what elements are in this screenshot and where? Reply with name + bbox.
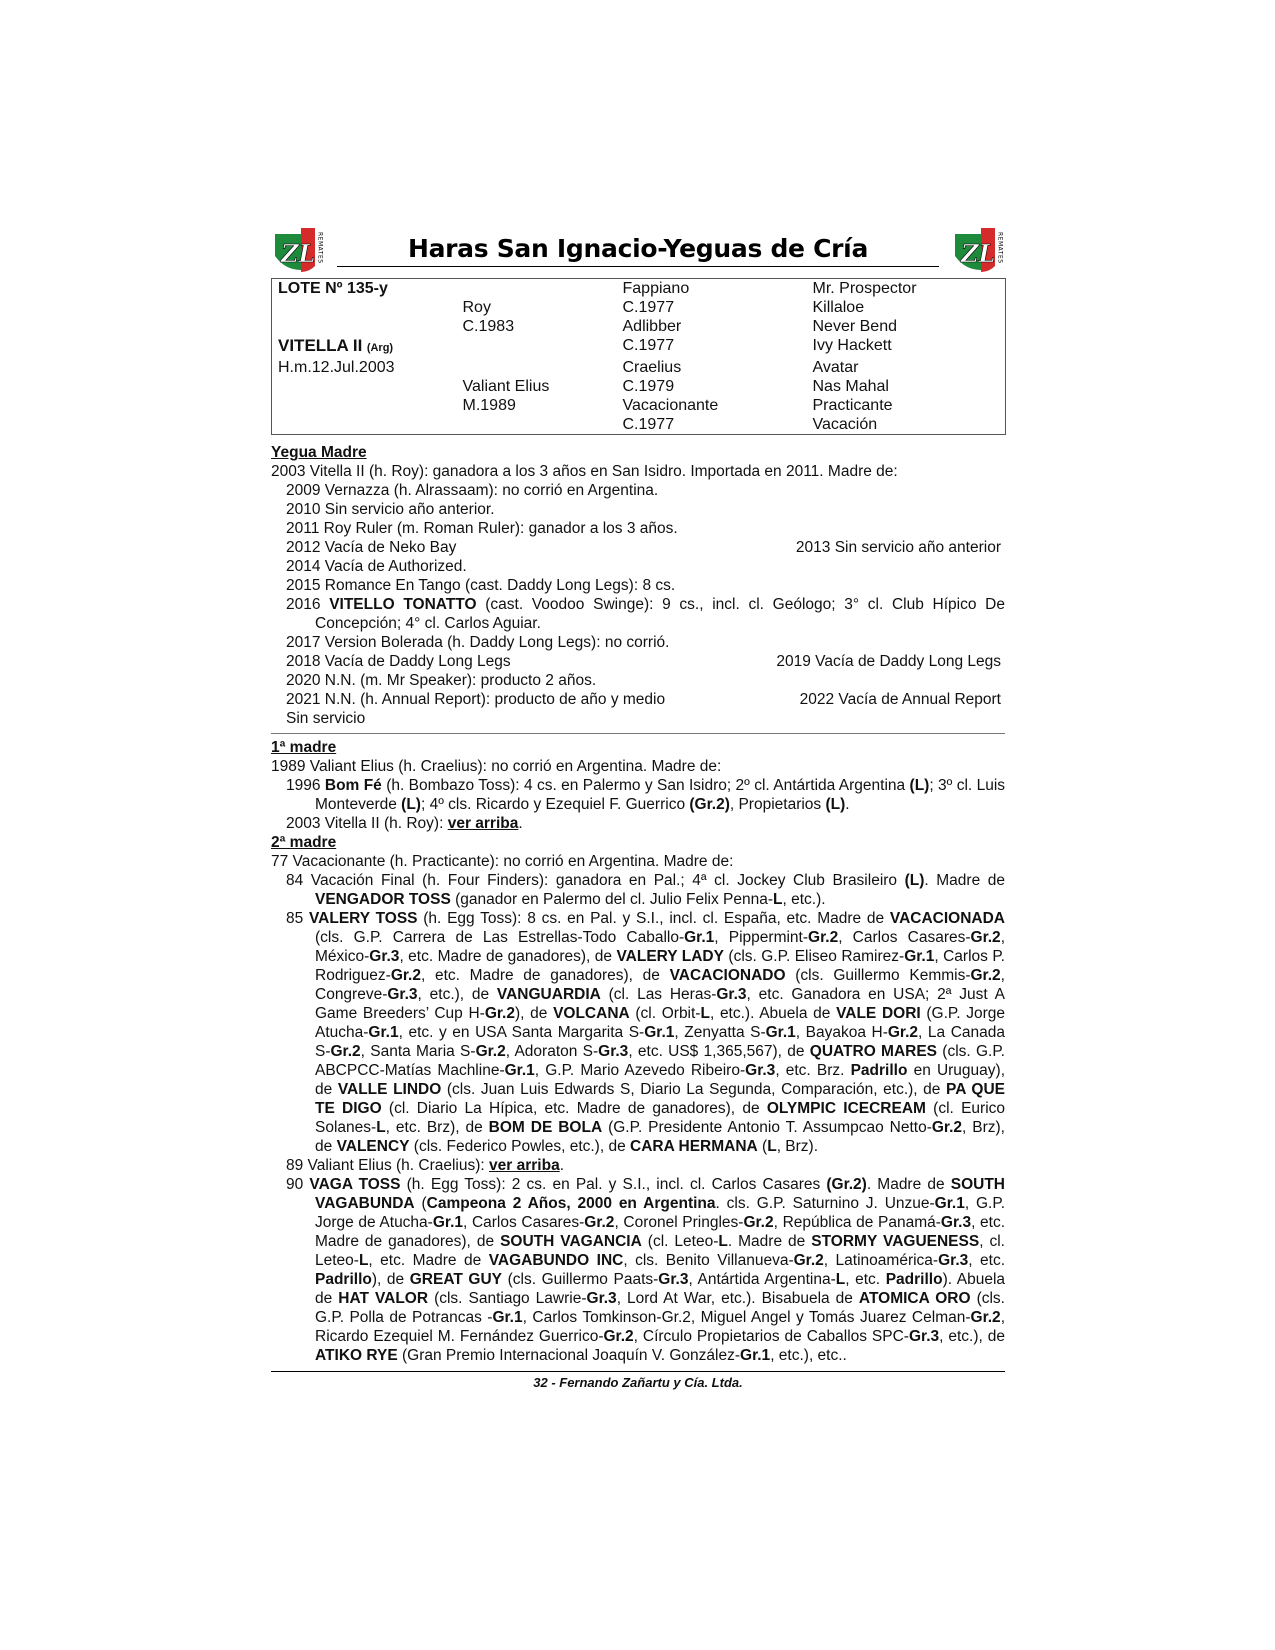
bold-run: STORMY VAGUENESS <box>811 1233 980 1250</box>
produce-line: 89 Valiant Elius (h. Craelius): ver arriba. <box>286 1157 565 1174</box>
bold-run: Gr.1 <box>684 929 715 946</box>
svg-text:ZL: ZL <box>961 239 996 268</box>
gen4-name: Avatar <box>812 359 859 376</box>
bold-run: Gr.1 <box>504 1062 535 1079</box>
bold-run: VALENCY <box>336 1138 410 1155</box>
section-heading: 1ª madre <box>271 739 337 756</box>
zl-remates-logo-left <box>271 226 325 274</box>
bold-run: Gr.1 <box>644 1024 675 1041</box>
bold-run: L <box>700 1005 710 1022</box>
text-run: (G.P. Jorge Atucha- <box>315 1005 1006 1041</box>
bold-run: L <box>835 1271 846 1288</box>
bold-run: Gr.2 <box>390 967 421 984</box>
bold-run: Gr.3 <box>658 1271 689 1288</box>
bold-run: Gr.2 <box>808 929 839 946</box>
bold-run: BOM DE BOLA <box>488 1119 603 1136</box>
text-run: , etc.), etc.. <box>770 1347 847 1364</box>
section-divider <box>271 733 1005 734</box>
text-run: , etc.), de <box>939 1328 1005 1345</box>
produce-line: 2021 N.N. (h. Annual Report): producto de año y medio 2022 Vacía de Annual Report <box>286 691 1001 708</box>
gen3-name: Adlibber <box>622 318 682 335</box>
text-run: , Carlos Casares- <box>463 1214 585 1231</box>
gen3-info: C.1977 <box>622 299 675 316</box>
text-run: , etc. Brz. <box>775 1062 851 1079</box>
bold-run: L <box>358 1252 369 1269</box>
bold-run: VALLE LINDO <box>337 1081 442 1098</box>
text-run: , G.P. Mario Azevedo Ribeiro- <box>534 1062 746 1079</box>
bold-run: Gr.2 <box>330 1043 361 1060</box>
gen3-name: Craelius <box>622 359 682 376</box>
text-run: (cls. Guillermo Paats- <box>502 1271 659 1288</box>
bold-run: Gr.2 <box>970 1309 1001 1326</box>
text-run: , Adoraton S- <box>505 1043 599 1060</box>
pedigree-table <box>271 278 1006 435</box>
bold-run: Gr.2 <box>970 967 1001 984</box>
text-run: , etc. y en USA Santa Margarita S- <box>398 1024 645 1041</box>
dam-intro: 1989 Valiant Elius (h. Craelius): no corrió en Argentina. Madre de: <box>271 758 722 775</box>
gen3-name: Vacacionante <box>622 397 719 414</box>
bold-run: Gr.1 <box>904 948 935 965</box>
text-run: , cls. Benito Villanueva- <box>623 1252 794 1269</box>
bold-run: VAGA TOSS <box>309 1176 401 1193</box>
gen4-name: Vacación <box>812 416 878 433</box>
bold-run: VALERY LADY <box>616 948 724 965</box>
bold-run: CARA HERMANA <box>630 1138 758 1155</box>
bold-run: VAGABUNDO INC <box>488 1252 624 1269</box>
text-run: , Lord At War, etc.). Bisabuela de <box>616 1290 859 1307</box>
bold-run: VACACIONADA <box>889 910 1005 927</box>
text-run: 85 <box>286 910 309 927</box>
produce-line: 2009 Vernazza (h. Alrassaam): no corrió en Argentina. <box>286 482 659 499</box>
bold-run: Gr.1 <box>765 1024 796 1041</box>
gen4-name: Killaloe <box>812 299 865 316</box>
horse-name: VITELLA II <box>278 336 363 355</box>
produce-line: 2018 Vacía de Daddy Long Legs 2019 Vacía de Daddy Long Legs <box>286 653 1001 670</box>
text-run: (cl. Orbit- <box>629 1005 701 1022</box>
catalog-page <box>271 226 1005 1390</box>
text-run: , G.P. Jorge de Atucha- <box>315 1195 1006 1231</box>
bold-run: HAT VALOR <box>338 1290 429 1307</box>
text-run: (G.P. Presidente Antonio T. Assumpcao Netto- <box>602 1119 932 1136</box>
produce-line: 84 Vacación Final (h. Four Finders): ganadora en Pal.; 4ª cl. Jockey Club Brasileiro (L). Madre de VENGADOR TOSS (ganador en Palermo del cl. Julio Felix Penna-L, etc.). <box>286 872 1005 908</box>
text-run: (cl. Diario La Hípica, etc. Madre de ganadores), de <box>381 1100 767 1117</box>
text-run: , etc.). Abuela de <box>709 1005 837 1022</box>
text-run: , Brz), de <box>315 1119 1005 1155</box>
bold-run: QUATRO MARES <box>809 1043 938 1060</box>
lote-number: LOTE Nº 135-y <box>278 280 388 297</box>
bold-run: Gr.1 <box>934 1195 965 1212</box>
bold-run: Gr.1 <box>432 1214 464 1231</box>
bold-run: Gr.3 <box>908 1328 940 1345</box>
dam-intro: 2003 Vitella II (h. Roy): ganadora a los 3 años en San Isidro. Importada en 2011. Madre de: <box>271 463 898 480</box>
text-run: (cl. Leteo- <box>641 1233 719 1250</box>
text-run: , Coronel Pringles- <box>614 1214 744 1231</box>
bold-run: VANGUARDIA <box>496 986 601 1003</box>
primera-madre-section <box>271 738 1005 833</box>
produce-line: 2012 Vacía de Neko Bay 2013 Sin servicio año anterior <box>286 539 1001 556</box>
produce-line: 1996 Bom Fé (h. Bombazo Toss): 4 cs. en Palermo y San Isidro; 2º cl. Antártida Argentina (L); 3º cl. Luis Monteverde (L); 4º cls. Ricardo y Ezequiel F. Guerrico (Gr.2), Propietarios (L). <box>286 777 1006 813</box>
text-run: , Santa Maria S- <box>360 1043 476 1060</box>
text-run: , Latinoamérica- <box>823 1252 939 1269</box>
bold-run: Gr.2 <box>970 929 1001 946</box>
bold-run: Campeona 2 Años, 2000 en Argentina <box>426 1195 716 1212</box>
bold-run: Gr.3 <box>387 986 418 1003</box>
text-run: ( <box>414 1195 427 1212</box>
bold-run: SOUTH VAGANCIA <box>500 1233 642 1250</box>
gen3-info: C.1977 <box>622 416 675 433</box>
text-run: (h. Egg Toss): 2 cs. en Pal. y S.I., incl. cl. Carlos Casares <box>400 1176 827 1193</box>
bold-run: Gr.1 <box>368 1024 399 1041</box>
text-run: (cl. Las Heras- <box>600 986 717 1003</box>
text-run: (cls. G.P. Eliseo Ramirez- <box>723 948 905 965</box>
bold-run: Padrillo <box>885 1271 943 1288</box>
gen3-info: C.1979 <box>622 378 675 395</box>
bold-run: Gr.2 <box>887 1024 919 1041</box>
sire-name: Roy <box>462 299 491 316</box>
gen4-name: Nas Mahal <box>812 378 889 395</box>
svg-text:REMATES: REMATES <box>316 232 324 264</box>
text-run: , etc. Brz), de <box>385 1119 489 1136</box>
segunda-madre-section <box>271 833 1005 1365</box>
dam-intro: 77 Vacacionante (h. Practicante): no corrió en Argentina. Madre de: <box>271 853 734 870</box>
text-run: , cl. Leteo- <box>315 1233 1005 1269</box>
bold-run: SOUTH VAGABUNDA <box>315 1176 1005 1212</box>
gen4-name: Ivy Hackett <box>812 337 892 354</box>
produce-line: 2017 Version Bolerada (h. Daddy Long Legs): no corrió. <box>286 634 670 651</box>
text-run: (cls. G.P. ABCPCC-Matías Machline- <box>315 1043 1005 1079</box>
bold-run: Gr.3 <box>586 1290 617 1307</box>
text-run: (cls. G.P. Carrera de Las Estrellas-Todo Caballo- <box>315 929 685 946</box>
text-run: ), de <box>371 1271 410 1288</box>
text-run: (Gran Premio Internacional Joaquín V. González- <box>397 1347 741 1364</box>
yegua-madre-section <box>271 443 1005 728</box>
produce-line: 2014 Vacía de Authorized. <box>286 558 467 575</box>
text-run: ), de <box>514 1005 554 1022</box>
produce-line: 2003 Vitella II (h. Roy): ver arriba. <box>286 815 523 832</box>
text-run: ). Abuela de <box>315 1271 1006 1307</box>
bold-run: Gr.2 <box>793 1252 824 1269</box>
produce-line: 2010 Sin servicio año anterior. <box>286 501 495 518</box>
bold-run: Gr.3 <box>745 1062 776 1079</box>
text-run: (cls. Federico Powles, etc.), de <box>409 1138 631 1155</box>
produce-line: 2011 Roy Ruler (m. Roman Ruler): ganador a los 3 años. <box>286 520 678 537</box>
bold-run: Gr.2 <box>584 1214 615 1231</box>
text-run: , etc. <box>968 1252 1006 1269</box>
ver-arriba-link: ver arriba <box>489 1157 560 1174</box>
bold-run: VOLCANA <box>553 1005 630 1022</box>
text-run: 90 <box>286 1176 310 1193</box>
text-run: , Círculo Propietarios de Caballos SPC- <box>633 1328 909 1345</box>
horse-country: (Arg) <box>366 342 394 354</box>
bold-run: Gr.1 <box>492 1309 523 1326</box>
produce-line: 2020 N.N. (m. Mr Speaker): producto 2 años. <box>286 672 597 689</box>
dam-name: Valiant Elius <box>462 378 550 395</box>
text-run: , Antártida Argentina- <box>688 1271 836 1288</box>
text-run: , Bayakoa H- <box>795 1024 888 1041</box>
bold-run: L <box>718 1233 728 1250</box>
text-run: . Madre de <box>866 1176 951 1193</box>
sire-info: C.1983 <box>462 318 515 335</box>
bold-run: Gr.3 <box>938 1252 969 1269</box>
produce-line <box>271 1175 1005 1365</box>
bold-run: ATOMICA ORO <box>858 1290 971 1307</box>
bold-run: VALERY TOSS <box>308 910 418 927</box>
gen3-name: Fappiano <box>622 280 690 297</box>
text-run: . cls. G.P. Saturnino J. Unzue- <box>715 1195 935 1212</box>
ver-arriba-link: ver arriba <box>447 815 519 832</box>
text-run: , La Canada S- <box>315 1024 1005 1060</box>
text-run: , etc. Madre de <box>368 1252 489 1269</box>
bold-run: VACACIONADO <box>669 967 786 984</box>
bold-run: Gr.3 <box>369 948 400 965</box>
text-run: (cl. Eurico Solanes- <box>315 1100 1006 1136</box>
gen4-name: Practicante <box>812 397 893 414</box>
text-run: , Ricardo Ezequiel M. Fernández Guerrico- <box>315 1309 1005 1345</box>
bold-run: Gr.3 <box>940 1214 972 1231</box>
bold-run: Padrillo <box>315 1271 372 1288</box>
footer-divider <box>271 1371 1005 1372</box>
bold-run: Gr.3 <box>716 986 747 1003</box>
svg-text:REMATES: REMATES <box>996 232 1004 264</box>
bold-run: VALE DORI <box>836 1005 921 1022</box>
text-run: , Brz). <box>776 1138 819 1155</box>
text-run: , Carlos Casares- <box>838 929 971 946</box>
bold-run: Gr.2 <box>475 1043 506 1060</box>
zl-remates-logo-right <box>951 226 1005 274</box>
text-run: , Carlos P. Rodriguez- <box>315 948 1005 984</box>
bold-run: Gr.3 <box>598 1043 629 1060</box>
text-run: en Uruguay), de <box>315 1062 1006 1098</box>
bold-run: Padrillo <box>850 1062 908 1079</box>
text-run: , Zenyatta S- <box>674 1024 766 1041</box>
text-run: , etc. US$ 1,365,567), de <box>628 1043 810 1060</box>
bold-run: Gr.2 <box>743 1214 774 1231</box>
text-run: , etc. Madre de ganadores), de <box>399 948 617 965</box>
bold-run: Gr.2 <box>603 1328 634 1345</box>
horse-info: H.m.12.Jul.2003 <box>278 359 395 376</box>
text-run: (cls. Guillermo Kemmis- <box>785 967 971 984</box>
produce-line: 2015 Romance En Tango (cast. Daddy Long Legs): 8 cs. <box>286 577 676 594</box>
bold-run: PA QUE TE DIGO <box>315 1081 1005 1117</box>
bold-run: (Gr.2) <box>826 1176 867 1193</box>
section-heading: 2ª madre <box>271 834 337 851</box>
bold-run: Gr.1 <box>740 1347 771 1364</box>
text-run: , etc. Ganadora en USA; 2ª Just A Game Breeders’ Cup H- <box>315 986 1005 1022</box>
text-run: . Madre de <box>727 1233 812 1250</box>
bold-run: Gr.2 <box>931 1119 963 1136</box>
page-title: Haras San Ignacio-Yeguas de Cría <box>337 234 939 267</box>
gen4-name: Mr. Prospector <box>812 280 917 297</box>
text-run: , México- <box>315 929 1005 965</box>
bold-run: GREAT GUY <box>409 1271 503 1288</box>
text-run: ( <box>757 1138 768 1155</box>
text-run: , Pippermint- <box>714 929 809 946</box>
page-footer: 32 - Fernando Zañartu y Cía. Ltda. <box>533 1375 743 1390</box>
bold-run: Gr.2 <box>484 1005 515 1022</box>
bold-run: ATIKO RYE <box>315 1347 398 1364</box>
section-heading: Yegua Madre <box>271 444 367 461</box>
text-run: , etc. Madre de ganadores), de <box>315 1214 1005 1250</box>
text-run: , etc.), de <box>417 986 497 1003</box>
svg-text:ZL: ZL <box>281 239 316 268</box>
text-run: , etc. Madre de ganadores), de <box>420 967 670 984</box>
dam-info: M.1989 <box>462 397 516 414</box>
produce-line <box>271 909 1005 1156</box>
bold-run: OLYMPIC ICECREAM <box>766 1100 926 1117</box>
text-run: (cls. Juan Luis Edwards S, Diario La Segunda, Comparación, etc.), de <box>441 1081 947 1098</box>
produce-line: Sin servicio <box>286 710 366 727</box>
text-run: , República de Panamá- <box>773 1214 941 1231</box>
produce-line: 2016 VITELLO TONATTO (cast. Voodoo Swinge): 9 cs., incl. cl. Geólogo; 3° cl. Club Hípico De Concepción; 4° cl. Carlos Aguiar. <box>286 596 1005 632</box>
gen3-info: C.1977 <box>622 337 675 354</box>
bold-run: L <box>376 1119 386 1136</box>
bold-run: L <box>767 1138 777 1155</box>
text-run: , etc. <box>845 1271 886 1288</box>
page-header <box>271 226 1005 276</box>
text-run: (cls. G.P. Polla de Potrancas - <box>315 1290 1005 1326</box>
text-run: (cls. Santiago Lawrie- <box>428 1290 587 1307</box>
text-run: , Carlos Tomkinson-Gr.2, Miguel Angel y Tomás Juarez Celman- <box>522 1309 971 1326</box>
text-run: , Congreve- <box>315 967 1005 1003</box>
text-run: (h. Egg Toss): 8 cs. en Pal. y S.I., incl. cl. España, etc. Madre de <box>417 910 890 927</box>
gen4-name: Never Bend <box>812 318 897 335</box>
